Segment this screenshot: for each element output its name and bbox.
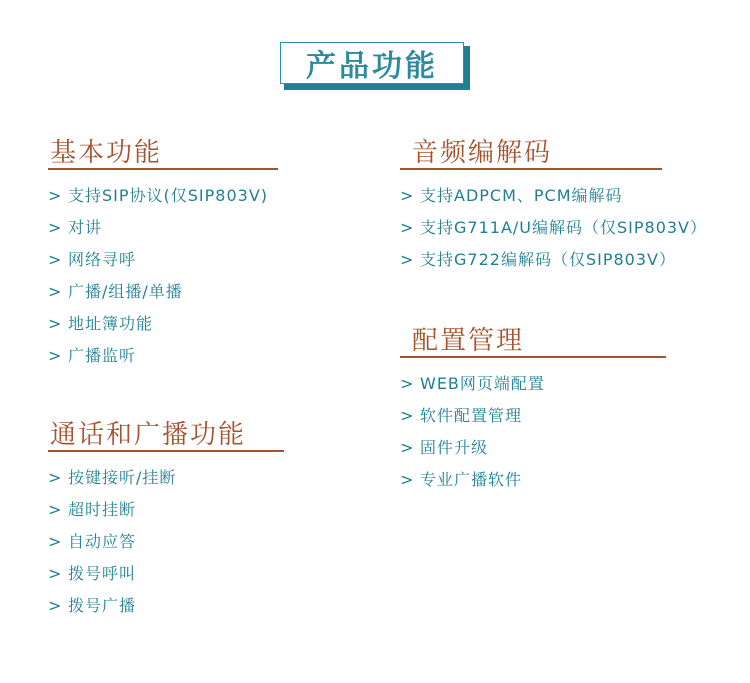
chevron-right-icon: >	[48, 314, 63, 333]
list-item	[48, 558, 284, 590]
list-item-label: 支持G711A/U编解码（仅SIP803V）	[420, 218, 707, 237]
list-item	[48, 308, 278, 340]
section-call-broadcast	[48, 420, 284, 622]
list-item-label: 网络寻呼	[68, 250, 137, 269]
list-item	[400, 180, 707, 212]
page-title: 产品功能	[280, 42, 464, 84]
list-item-label: 按键接听/挂断	[68, 468, 177, 487]
feature-list	[48, 180, 278, 372]
feature-list	[48, 462, 284, 622]
section-title: 配置管理	[400, 326, 666, 358]
chevron-right-icon: >	[400, 250, 415, 269]
list-item	[400, 244, 707, 276]
chevron-right-icon: >	[48, 500, 63, 519]
chevron-right-icon: >	[48, 532, 63, 551]
section-title: 通话和广播功能	[48, 420, 284, 452]
list-item-label: 地址簿功能	[68, 314, 154, 333]
list-item	[400, 432, 666, 464]
page-title-box	[280, 42, 470, 90]
list-item	[48, 462, 284, 494]
section-config-management	[400, 326, 666, 496]
section-audio-codec	[400, 138, 707, 276]
list-item-label: 固件升级	[420, 438, 489, 457]
chevron-right-icon: >	[48, 282, 63, 301]
chevron-right-icon: >	[400, 218, 415, 237]
chevron-right-icon: >	[48, 186, 63, 205]
chevron-right-icon: >	[400, 470, 415, 489]
list-item-label: 拨号广播	[68, 596, 137, 615]
list-item-label: 软件配置管理	[420, 406, 523, 425]
list-item	[48, 526, 284, 558]
list-item-label: 超时挂断	[68, 500, 137, 519]
chevron-right-icon: >	[400, 374, 415, 393]
chevron-right-icon: >	[48, 468, 63, 487]
section-title: 音频编解码	[400, 138, 662, 170]
list-item	[400, 464, 666, 496]
chevron-right-icon: >	[48, 346, 63, 365]
list-item	[48, 276, 278, 308]
list-item	[48, 212, 278, 244]
list-item-label: 支持ADPCM、PCM编解码	[420, 186, 623, 205]
feature-list	[400, 180, 707, 276]
list-item-label: 对讲	[68, 218, 103, 237]
list-item-label: 广播监听	[68, 346, 137, 365]
list-item	[400, 212, 707, 244]
section-basic-functions	[48, 138, 278, 372]
list-item	[48, 244, 278, 276]
list-item-label: WEB网页端配置	[420, 374, 545, 393]
chevron-right-icon: >	[400, 186, 415, 205]
chevron-right-icon: >	[400, 406, 415, 425]
section-title: 基本功能	[48, 138, 278, 170]
chevron-right-icon: >	[400, 438, 415, 457]
list-item-label: 自动应答	[68, 532, 137, 551]
list-item	[48, 590, 284, 622]
list-item	[48, 340, 278, 372]
list-item	[400, 400, 666, 432]
chevron-right-icon: >	[48, 250, 63, 269]
list-item	[48, 180, 278, 212]
list-item-label: 拨号呼叫	[68, 564, 137, 583]
list-item-label: 支持SIP协议(仅SIP803V)	[68, 186, 269, 205]
list-item	[48, 494, 284, 526]
list-item-label: 广播/组播/单播	[68, 282, 183, 301]
list-item	[400, 368, 666, 400]
chevron-right-icon: >	[48, 596, 63, 615]
feature-list	[400, 368, 666, 496]
list-item-label: 支持G722编解码（仅SIP803V）	[420, 250, 676, 269]
chevron-right-icon: >	[48, 564, 63, 583]
list-item-label: 专业广播软件	[420, 470, 523, 489]
chevron-right-icon: >	[48, 218, 63, 237]
